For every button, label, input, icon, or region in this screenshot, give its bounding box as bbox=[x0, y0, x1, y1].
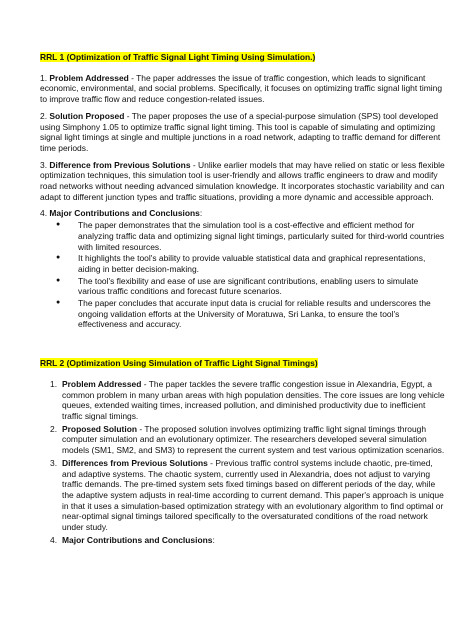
rrl1-item-3: 3. Difference from Previous Solutions - Unlike earlier models that may have relied on static or less flexible optimization techniques, this simulation tool is user-friendly and allows traffic engineers to draw and modify road networks without needing advanced simulation knowledge. It incorporates stochastic variability and can adapt to different junction types and traffic situations, providing a more dynamic and accessible approach. bbox=[40, 159, 445, 202]
rrl2-item-2: 2. Proposed Solution - The proposed solution involves optimizing traffic light signal timings through computer simulation and an evolutionary optimizer. The researchers developed several simulation models (SM1, SM2, and SM3) to represent the current system and test various optimization scenarios. bbox=[50, 423, 445, 456]
rrl1-item-4-text: : bbox=[199, 208, 203, 219]
rrl1-item-3-title: Difference from Previous Solutions bbox=[49, 159, 191, 170]
rrl2-heading: RRL 2 (Optimization Using Simulation of Traffic Light Signal Timings) bbox=[40, 358, 318, 369]
rrl2-item-4: 4. Major Contributions and Conclusions: bbox=[50, 534, 215, 545]
rrl1-heading: RRL 1 (Optimization of Traffic Signal Light Timing Using Simulation.) bbox=[40, 52, 316, 62]
rrl1-bullet-2: ● It highlights the tool's ability to provide valuable statistical data and graphical representations, aiding in better decision-making. bbox=[78, 253, 445, 274]
rrl1-bullet-list bbox=[40, 220, 445, 330]
rrl2-item-3: 3. Differences from Previous Solutions - Previous traffic control systems include chaotic, pre-timed, and adaptive systems. The chaotic system, currently used in Alexandria, does not adjust to varying traffic demands. The pre-timed system sets fixed timings based on different periods of the day, while the adaptive system adjusts in real-time according to current demand. This paper's approach is unique in that it uses a simulation-based optimization strategy with an evolutionary algorithm to find optimal or near-optimal signal timings tailored specifically to the oversaturated conditions of the road network under study. bbox=[50, 457, 444, 533]
rrl2-heading-wrap bbox=[40, 358, 445, 369]
rrl2-item-3-text: - Previous traffic control systems include chaotic, pre-timed, and adaptive systems. The chaotic system, currently used in Alexandria, does not adjust to varying traffic demands. The pre-timed system sets fixed timings based on different periods of the day, while the adaptive system adjusts in real-time according to current demand. This paper's approach is unique in that it uses a simulation-based optimization strategy with an evolutionary algorithm to find optimal or near-optimal signal timings tailored specifically to the oversaturated conditions of the road network under study. bbox=[62, 457, 444, 533]
rrl2-item-1: 1. Problem Addressed - The paper tackles the severe traffic congestion issue in Alexandria, Egypt, a common problem in many urban areas with high population densities. The core issues are long vehicle queues, extended waiting times, increased pollution, and diminished productivity due to inefficient traffic signal timings. bbox=[50, 378, 445, 421]
rrl1-item-3-text: - Unlike earlier models that may have relied on static or less flexible optimization techniques, this simulation tool is user-friendly and allows traffic engineers to draw and modify road networks without needing advanced simulation knowledge. It incorporates stochastic variability and can adapt to different junction types and traffic situations, providing a more dynamic and accessible approach. bbox=[40, 159, 445, 202]
rrl2-item-4-text: : bbox=[212, 534, 215, 545]
rrl2-item-1-title: Problem Addressed bbox=[62, 378, 142, 389]
document-page bbox=[40, 52, 445, 547]
rrl2-item-1-text: - The paper tackles the severe traffic congestion issue in Alexandria, Egypt, a common problem in many urban areas with high population densities. The core issues are long vehicle queues, extended waiting times, increased pollution, and diminished productivity due to inefficient traffic signal timings. bbox=[62, 378, 445, 421]
rrl2-item-2-title: Proposed Solution bbox=[62, 423, 137, 434]
rrl1-item-2-title: Solution Proposed bbox=[49, 110, 125, 121]
rrl2-item-2-text: - The proposed solution involves optimizing traffic light signal timings through computer simulation and an evolutionary optimizer. The researchers developed several simulation models (SM1, SM2, and SM3) to represent the current system and test various optimization scenarios. bbox=[62, 423, 445, 456]
rrl1-item-2-text: - The paper proposes the use of a special-purpose simulation (SPS) tool developed using Simphony 1.05 to optimize traffic signal light timing. This tool is capable of simulating and optimizing signal light timings at single and multiple junctions in a road network, adapting to traffic demand for different time periods. bbox=[40, 110, 441, 153]
rrl2-numbered-list bbox=[40, 379, 445, 546]
rrl1-item-1-title: Problem Addressed bbox=[49, 72, 129, 83]
rrl1-item-4: 4. Major Contributions and Conclusions: bbox=[40, 208, 203, 219]
rrl1-bullet-3: ● The tool's flexibility and ease of use are significant contributions, enabling users to simulate various traffic conditions and forecast future scenarios. bbox=[78, 276, 445, 297]
rrl1-item-1-text: - The paper addresses the issue of traffic congestion, which leads to significant economic, environmental, and social problems. Specifically, it focuses on optimizing traffic signal light timing to improve traffic flow and reduce congestion-related issues. bbox=[40, 72, 443, 105]
rrl1-item-4-title: Major Contributions and Conclusions bbox=[49, 208, 200, 219]
rrl2-item-3-title: Differences from Previous Solutions bbox=[62, 457, 208, 468]
rrl1-item-1: 1. Problem Addressed - The paper addresses the issue of traffic congestion, which leads to significant economic, environmental, and social problems. Specifically, it focuses on optimizing traffic signal light timing to improve traffic flow and reduce congestion-related issues. bbox=[40, 72, 443, 105]
rrl1-bullet-4: ● The paper concludes that accurate input data is crucial for reliable results and underscores the ongoing validation efforts at the University of Moratuwa, Sri Lanka, to ensure the tool's effectiveness and accuracy. bbox=[78, 298, 445, 330]
rrl1-item-2: 2. Solution Proposed - The paper proposes the use of a special-purpose simulation (SPS) tool developed using Simphony 1.05 to optimize traffic signal light timing. This tool is capable of simulating and optimizing signal light timings at single and multiple junctions in a road network, adapting to traffic demand for different time periods. bbox=[40, 110, 441, 153]
rrl2-item-4-title: Major Contributions and Conclusions bbox=[62, 534, 213, 545]
rrl1-heading-wrap bbox=[40, 52, 445, 63]
rrl1-bullet-1: ● The paper demonstrates that the simulation tool is a cost-effective and efficient method for analyzing traffic data and optimizing signal light timings, particularly suited for third-world countries with limited resources. bbox=[78, 220, 445, 252]
